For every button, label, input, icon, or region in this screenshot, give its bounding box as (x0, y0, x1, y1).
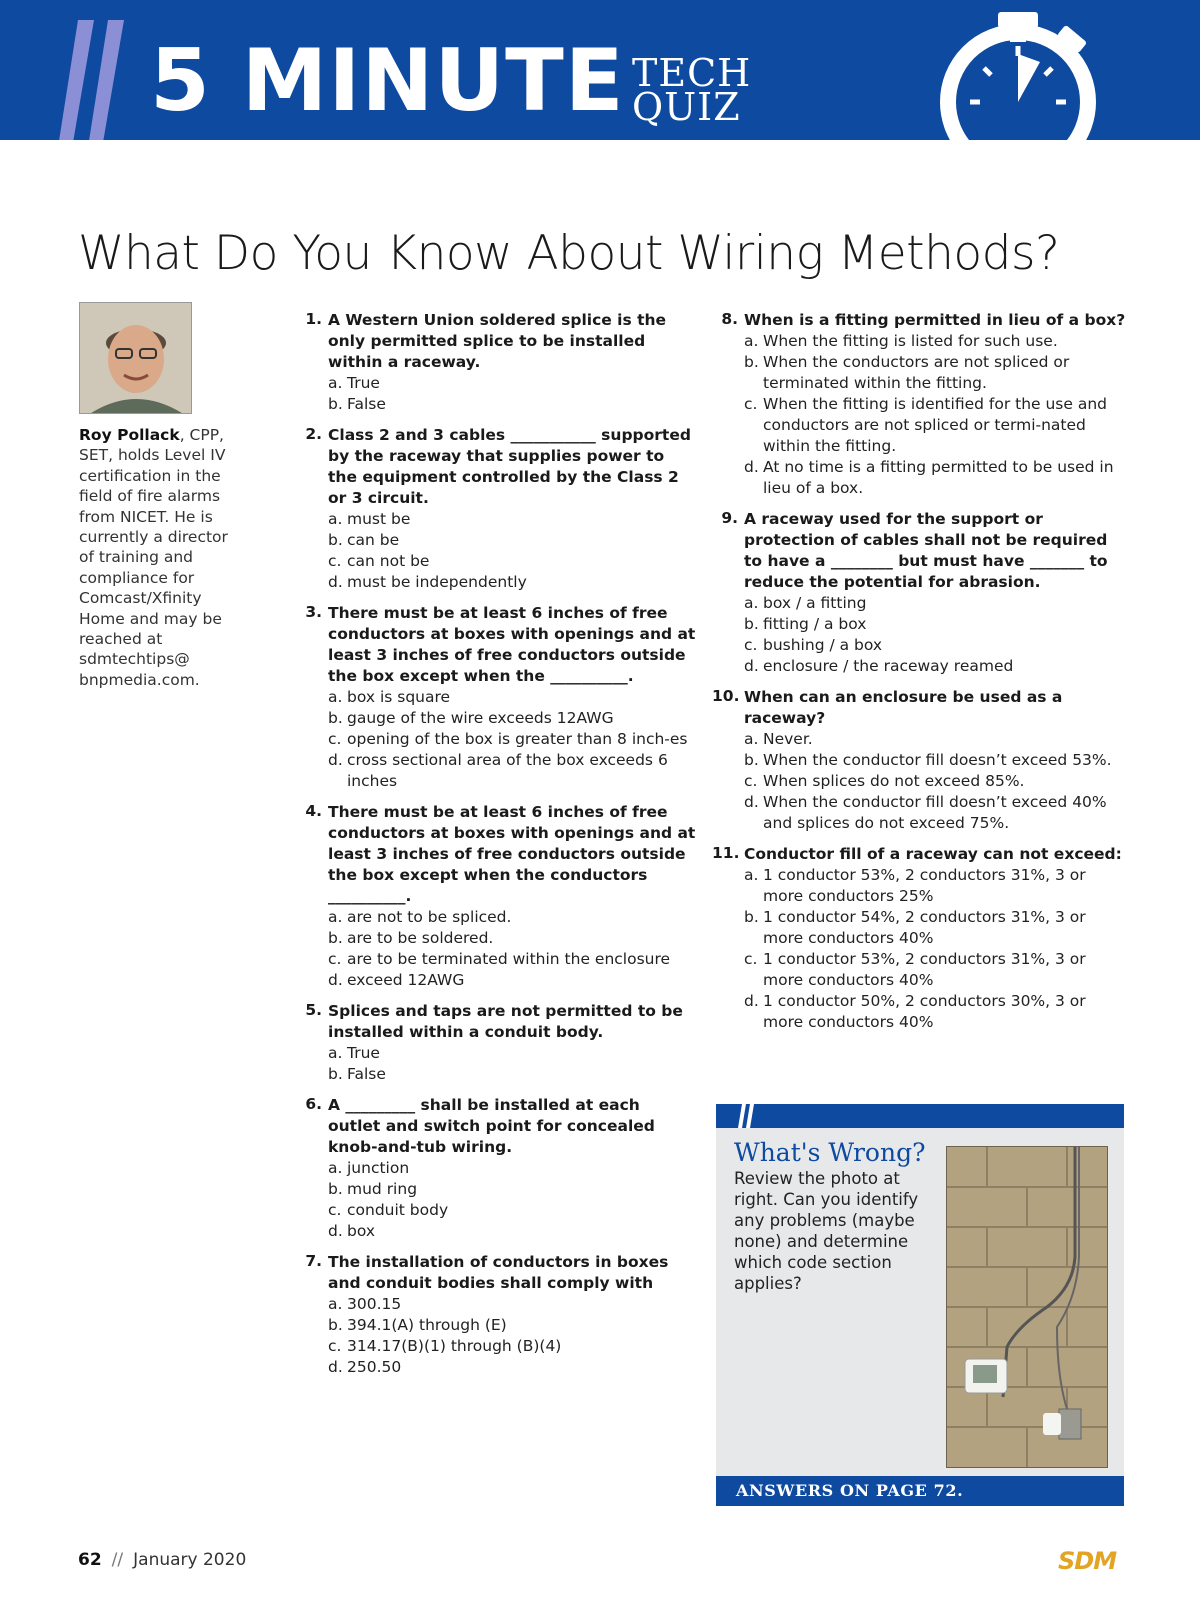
option-text: False (347, 395, 386, 413)
option-text: True (347, 374, 380, 392)
option-text: fitting / a box (763, 615, 867, 633)
whats-wrong-title: What's Wrong? (734, 1138, 926, 1167)
whats-wrong-topbar (716, 1104, 1124, 1128)
option-text: 1 conductor 50%, 2 conductors 30%, 3 or more conductors 40% (763, 992, 1086, 1031)
answers-note: ANSWERS ON PAGE 72. (716, 1476, 1124, 1506)
option-letter: c. (328, 730, 342, 748)
quiz-question (712, 687, 1127, 834)
option-text: enclosure / the raceway reamed (763, 657, 1014, 675)
option-letter: d. (328, 971, 343, 989)
answer-option (744, 729, 1127, 750)
option-letter: a. (744, 866, 759, 884)
option-letter: b. (744, 908, 759, 926)
author-portrait-image (80, 303, 192, 414)
question-number: 3. (305, 603, 322, 621)
answer-option (744, 352, 1127, 394)
answer-option (328, 708, 696, 729)
option-text: When the fitting is listed for such use. (763, 332, 1058, 350)
answer-option (744, 394, 1127, 457)
answer-option (328, 1357, 696, 1378)
option-text: False (347, 1065, 386, 1083)
answer-option (328, 1064, 696, 1085)
option-letter: d. (744, 657, 759, 675)
answer-options (744, 331, 1127, 499)
option-letter: c. (328, 552, 342, 570)
banner-title: 5 MINUTE (150, 31, 625, 131)
option-text: junction (347, 1159, 410, 1177)
option-letter: b. (328, 929, 343, 947)
question-text: Class 2 and 3 cables ___________ supported by the raceway that supplies power to the equipment controlled by the Class 2 or 3 circuit. (328, 426, 691, 507)
answer-option (328, 509, 696, 530)
question-number: 1. (305, 310, 322, 328)
answer-option (744, 991, 1127, 1033)
author-bio (79, 425, 244, 690)
questions-column-right (712, 310, 1127, 1043)
question-text: A raceway used for the support or protection of cables shall not be required to have a ________ but must have _______ to reduce the potential for abrasion. (744, 510, 1108, 591)
option-letter: c. (744, 395, 758, 413)
answer-option (328, 687, 696, 708)
option-text: conduit body (347, 1201, 449, 1219)
question-text: A _________ shall be installed at each outlet and switch point for concealed knob-and-tub wiring. (328, 1096, 655, 1156)
answer-option (328, 1221, 696, 1242)
option-letter: b. (744, 751, 759, 769)
answer-option (328, 572, 696, 593)
answer-option (744, 865, 1127, 907)
option-letter: a. (744, 332, 759, 350)
answer-options (744, 865, 1127, 1033)
option-text: 1 conductor 53%, 2 conductors 31%, 3 or more conductors 25% (763, 866, 1086, 905)
answer-option (328, 1294, 696, 1315)
option-text: are to be soldered. (347, 929, 494, 947)
option-letter: b. (328, 1316, 343, 1334)
answer-option (744, 949, 1127, 991)
answer-option (328, 1315, 696, 1336)
option-text: True (347, 1044, 380, 1062)
option-text: are to be terminated within the enclosure (347, 950, 671, 968)
option-text: 394.1(A) through (E) (347, 1316, 507, 1334)
answer-option (328, 750, 696, 792)
option-letter: a. (328, 374, 343, 392)
question-number: 7. (305, 1252, 322, 1270)
option-text: exceed 12AWG (347, 971, 465, 989)
answer-option (744, 750, 1127, 771)
answer-options (744, 729, 1127, 834)
banner-subtitle: TECH QUIZ (632, 51, 752, 129)
question-number: 8. (721, 310, 738, 328)
option-letter: b. (328, 1180, 343, 1198)
quiz-question (296, 425, 696, 593)
option-letter: a. (744, 730, 759, 748)
option-letter: c. (744, 950, 758, 968)
answer-option (744, 635, 1127, 656)
answer-option (744, 656, 1127, 677)
page-number: 62 (78, 1550, 102, 1570)
answer-option (328, 729, 696, 750)
answer-option (328, 949, 696, 970)
quiz-question (712, 844, 1127, 1033)
answer-option (328, 551, 696, 572)
issue-date: January 2020 (133, 1550, 247, 1570)
question-text: When is a fitting permitted in lieu of a box? (744, 311, 1126, 329)
option-text: 1 conductor 54%, 2 conductors 31%, 3 or more conductors 40% (763, 908, 1086, 947)
question-number: 6. (305, 1095, 322, 1113)
option-letter: b. (328, 1065, 343, 1083)
quiz-question (296, 802, 696, 991)
quiz-question (296, 1252, 696, 1378)
question-number: 5. (305, 1001, 322, 1019)
double-slash-icon (56, 20, 146, 140)
option-letter: a. (328, 688, 343, 706)
answer-option (328, 907, 696, 928)
option-letter: b. (328, 709, 343, 727)
answer-options (328, 687, 696, 792)
option-text: At no time is a fitting permitted to be used in lieu of a box. (763, 458, 1114, 497)
answer-option (328, 1158, 696, 1179)
answer-option (744, 614, 1127, 635)
option-letter: c. (744, 772, 758, 790)
answer-option (744, 771, 1127, 792)
author-bio-text: , CPP, SET, holds Level IV certification in the field of fire alarms from NICET. He is currently a director of training and compliance for Comcast/Xfinity Home and may be reached at sdmtechtips@ bnpmedia.com. (79, 426, 228, 689)
option-text: box / a fitting (763, 594, 867, 612)
answer-option (328, 530, 696, 551)
option-letter: d. (744, 992, 759, 1010)
option-text: When the fitting is identified for the use and conductors are not spliced or termi-nated within the fitting. (763, 395, 1108, 455)
option-letter: a. (328, 1159, 343, 1177)
question-number: 10. (712, 687, 740, 705)
question-text: When can an enclosure be used as a raceway? (744, 688, 1063, 727)
option-letter: d. (328, 1358, 343, 1376)
option-text: opening of the box is greater than 8 inch-es (347, 730, 688, 748)
option-letter: a. (328, 1044, 343, 1062)
answer-option (328, 1336, 696, 1357)
answer-options (328, 1294, 696, 1378)
wiring-photo (946, 1146, 1108, 1468)
option-text: When the conductor fill doesn’t exceed 40% and splices do not exceed 75%. (763, 793, 1107, 832)
page-title: What Do You Know About Wiring Methods? (78, 226, 1060, 281)
question-text: There must be at least 6 inches of free conductors at boxes with openings and at least 3 inches of free conductors outside the box except when the conductors __________. (328, 803, 696, 905)
option-text: When the conductors are not spliced or terminated within the fitting. (763, 353, 1070, 392)
option-letter: d. (744, 458, 759, 476)
option-letter: c. (328, 950, 342, 968)
question-text: A Western Union soldered splice is the only permitted splice to be installed within a raceway. (328, 311, 667, 371)
answer-options (328, 1158, 696, 1242)
author-name: Roy Pollack (79, 426, 180, 444)
option-text: can not be (347, 552, 430, 570)
option-letter: c. (328, 1337, 342, 1355)
option-text: box is square (347, 688, 451, 706)
quiz-question (712, 509, 1127, 677)
answer-option (744, 331, 1127, 352)
option-text: can be (347, 531, 400, 549)
sdm-logo: SDM (1058, 1547, 1117, 1575)
option-letter: b. (328, 395, 343, 413)
option-text: 1 conductor 53%, 2 conductors 31%, 3 or more conductors 40% (763, 950, 1086, 989)
page-footer (78, 1550, 246, 1570)
wall-wiring-image (947, 1147, 1108, 1468)
option-text: 300.15 (347, 1295, 402, 1313)
option-text: Never. (763, 730, 813, 748)
answer-option (328, 928, 696, 949)
answer-option (744, 792, 1127, 834)
option-letter: d. (328, 751, 343, 769)
option-text: must be (347, 510, 411, 528)
question-text: The installation of conductors in boxes and conduit bodies shall comply with (328, 1253, 669, 1292)
quiz-question (712, 310, 1127, 499)
option-letter: c. (328, 1201, 342, 1219)
answer-option (744, 457, 1127, 499)
question-text: Conductor fill of a raceway can not exceed: (744, 845, 1122, 863)
option-text: 250.50 (347, 1358, 402, 1376)
answer-option (328, 970, 696, 991)
option-letter: a. (328, 908, 343, 926)
double-slash-icon (736, 1104, 760, 1128)
option-letter: d. (328, 1222, 343, 1240)
answer-option (328, 1043, 696, 1064)
question-number: 11. (712, 844, 740, 862)
option-text: cross sectional area of the box exceeds 6 inches (347, 751, 668, 790)
option-letter: b. (744, 615, 759, 633)
option-letter: b. (328, 531, 343, 549)
answer-option (328, 373, 696, 394)
quiz-question (296, 310, 696, 415)
author-photo (79, 302, 192, 414)
question-number: 9. (721, 509, 738, 527)
answer-options (328, 373, 696, 415)
option-text: must be independently (347, 573, 527, 591)
option-letter: a. (328, 1295, 343, 1313)
footer-separator: // (111, 1550, 124, 1570)
question-number: 2. (305, 425, 322, 443)
option-text: are not to be spliced. (347, 908, 512, 926)
stopwatch-icon (940, 6, 1110, 140)
question-text: Splices and taps are not permitted to be installed within a conduit body. (328, 1002, 683, 1041)
option-text: When splices do not exceed 85%. (763, 772, 1025, 790)
answer-options (328, 509, 696, 593)
answer-option (744, 907, 1127, 949)
option-letter: b. (744, 353, 759, 371)
option-text: box (347, 1222, 376, 1240)
answer-option (328, 1200, 696, 1221)
answer-options (744, 593, 1127, 677)
option-letter: a. (328, 510, 343, 528)
answer-option (744, 593, 1127, 614)
option-text: gauge of the wire exceeds 12AWG (347, 709, 614, 727)
answer-option (328, 1179, 696, 1200)
option-text: When the conductor fill doesn’t exceed 53%. (763, 751, 1112, 769)
option-letter: a. (744, 594, 759, 612)
option-text: mud ring (347, 1180, 418, 1198)
quiz-question (296, 1001, 696, 1085)
questions-column-left (296, 310, 696, 1388)
quiz-question (296, 603, 696, 792)
option-letter: c. (744, 636, 758, 654)
whats-wrong-text: Review the photo at right. Can you identify any problems (maybe none) and determine which code section applies? (734, 1169, 919, 1293)
answer-options (328, 1043, 696, 1085)
answer-option (328, 394, 696, 415)
question-text: There must be at least 6 inches of free conductors at boxes with openings and at least 3 inches of free conductors outside the box except when the __________. (328, 604, 696, 685)
option-text: 314.17(B)(1) through (B)(4) (347, 1337, 562, 1355)
question-number: 4. (305, 802, 322, 820)
header-banner (0, 0, 1200, 140)
option-letter: d. (744, 793, 759, 811)
option-text: bushing / a box (763, 636, 883, 654)
answer-options (328, 907, 696, 991)
option-letter: d. (328, 573, 343, 591)
quiz-question (296, 1095, 696, 1242)
